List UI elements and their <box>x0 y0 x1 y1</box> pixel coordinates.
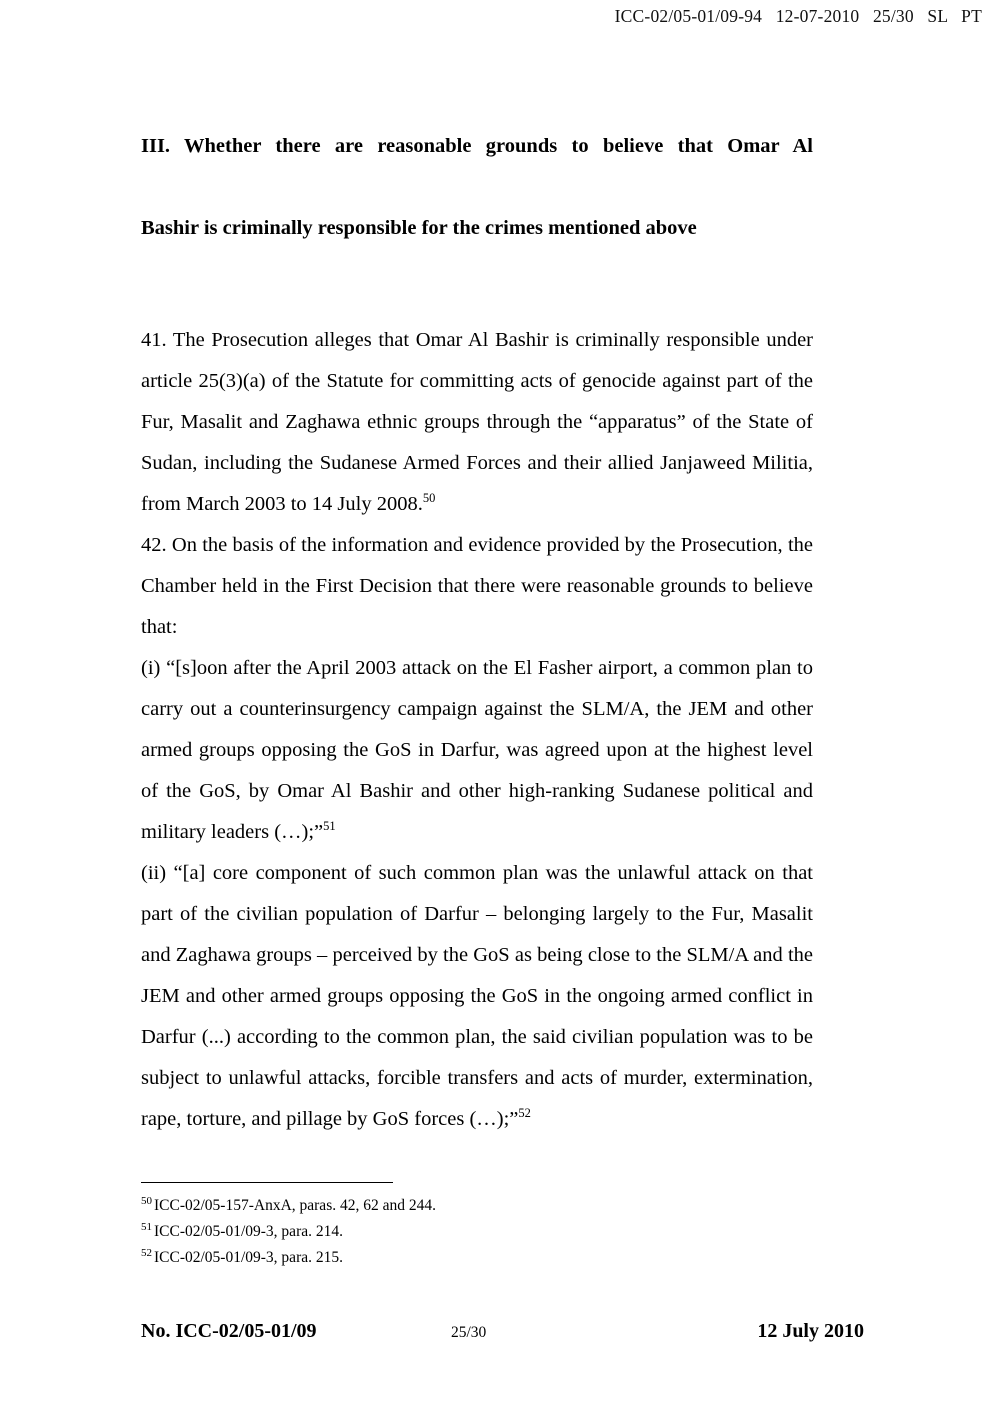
footnote-ref-51[interactable]: 51 <box>323 819 336 834</box>
footnote-item <box>141 1219 821 1245</box>
quoted-item-ii-text: (ii) “[a] core component of such common plan was the unlawful attack on that part of the civilian population of Darfur – belonging largely to the Fur, Masalit and Zaghawa groups – perceived by the GoS as being close to the SLM/A and the JEM and other armed groups opposing the GoS in the ongoing armed conflict in Darfur (...) according to the common plan, the said civilian population was to be subject to unlawful attacks, forcible transfers and acts of murder, extermination, rape, torture, and pillage by GoS forces (…);” <box>141 862 813 1130</box>
paragraph-42-text: 42. On the basis of the information and evidence provided by the Prosecution, the Chamber held in the First Decision that there were reasonable grounds to believe that: <box>141 534 813 638</box>
footnote-ref-50[interactable]: 50 <box>422 491 436 506</box>
header-page-indicator: 25/30 <box>872 6 914 26</box>
footnote-ref-52[interactable]: 52 <box>518 1106 531 1121</box>
header-language-code: SL <box>927 6 948 26</box>
footer-date: 12 July 2010 <box>757 1320 864 1342</box>
footnote-item <box>141 1193 821 1219</box>
section-heading-line-1: III. Whether there are reasonable grounds to believe that Omar Al <box>141 135 813 157</box>
footnote-text: ICC-02/05-01/09-3, para. 214. <box>154 1223 343 1240</box>
paragraph-42 <box>141 525 813 648</box>
footnote-separator-rule <box>141 1182 393 1183</box>
header-chamber-code: PT <box>961 6 982 26</box>
footnote-text: ICC-02/05-01/09-3, para. 215. <box>154 1249 343 1266</box>
footnotes-section <box>141 1182 821 1271</box>
quoted-item-i <box>141 648 813 853</box>
quoted-item-ii <box>141 853 813 1140</box>
footnote-marker: 50 <box>141 1194 152 1207</box>
footnote-marker: 51 <box>141 1220 152 1233</box>
footer-document-number: No. ICC-02/05-01/09 <box>141 1320 317 1342</box>
document-body <box>141 126 813 1140</box>
section-heading-line-2: Bashir is criminally responsible for the crimes mentioned above <box>141 217 697 239</box>
footer-page-number: 25/30 <box>451 1324 487 1341</box>
section-heading <box>141 126 813 290</box>
document-header-stamp <box>615 6 982 27</box>
paragraph-41-text: 41. The Prosecution alleges that Omar Al Bashir is criminally responsible under article 25(3)(a) of the Statute for committing acts of genocide against part of the Fur, Masalit and Zaghawa ethnic groups through the “apparatus” of the State of Sudan, including the Sudanese Armed Forces and their allied Janjaweed Militia, from March 2003 to 14 July 2008. <box>141 329 813 515</box>
footnote-item <box>141 1245 821 1271</box>
header-date: 12-07-2010 <box>775 6 860 26</box>
paragraph-41 <box>141 320 813 525</box>
page-footer <box>141 1320 864 1350</box>
footnote-text: ICC-02/05-157-AnxA, paras. 42, 62 and 244. <box>154 1197 436 1214</box>
header-case-number: ICC-02/05-01/09-94 <box>614 6 763 26</box>
quoted-item-i-text: (i) “[s]oon after the April 2003 attack on the El Fasher airport, a common plan to carry out a counterinsurgency campaign against the SLM/A, the JEM and other armed groups opposing the GoS in Darfur, was agreed upon at the highest level of the GoS, by Omar Al Bashir and other high-ranking Sudanese political and military leaders (…);” <box>141 657 813 843</box>
footnote-marker: 52 <box>141 1246 152 1259</box>
